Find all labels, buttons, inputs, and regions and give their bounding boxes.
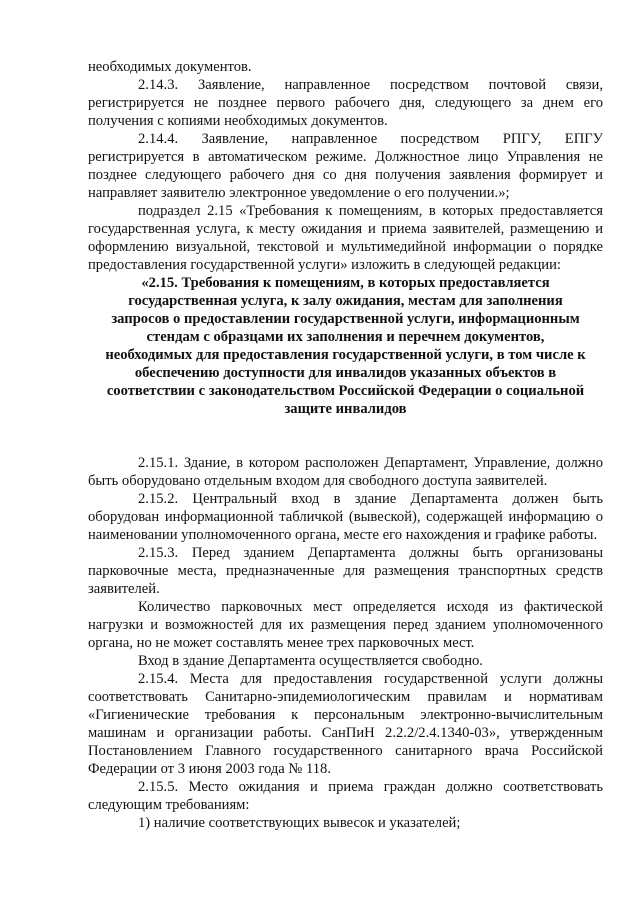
- paragraph-2-15-3: 2.15.3. Перед зданием Департамента должны быть организованы парковочные места, предназначенные для размещения транспортных средств заявителей.: [88, 545, 603, 597]
- paragraph-2-14-3: 2.14.3. Заявление, направленное посредством почтовой связи, регистрируется не позднее первого рабочего дня, следующего за днем его получения с копиями необходимых документов.: [88, 77, 603, 129]
- section-heading-2-15: «2.15. Требования к помещениям, в которых предоставляется государственная услуга, к залу ожидания, местам для заполнения запросов о предоставлении государственной услуги, информационным стендам с образцами их заполнения и перечнем документов, необходимых для предоставления государственной услуги, в том числе к обеспечению доступности для инвалидов указанных объектов в соответствии с законодательством Российской Федерации о социальной защите инвалидов: [105, 275, 586, 417]
- paragraph-entrance: Вход в здание Департамента осуществляется свободно.: [138, 653, 483, 669]
- paragraph-parking-count: Количество парковочных мест определяется исходя из фактической нагрузки и возможностей для их размещения перед зданием уполномоченного органа, но не может составлять менее трех парковочных мест.: [88, 599, 603, 651]
- paragraph-2-14-4: 2.14.4. Заявление, направленное посредством РПГУ, ЕПГУ регистрируется в автоматическом режиме. Должностное лицо Управления не позднее следующего рабочего дня со дня получения заявления формирует и направляет заявителю электронное уведомление о его получении.»;: [88, 131, 603, 201]
- paragraph-continuation: необходимых документов.: [88, 59, 252, 75]
- paragraph-2-15-2: 2.15.2. Центральный вход в здание Департамента должен быть оборудован информационной табличкой (вывеской), содержащей информацию о наименовании уполномоченного органа, месте его нахождения и графике работы.: [88, 491, 603, 543]
- list-item-1: 1) наличие соответствующих вывесок и указателей;: [138, 815, 461, 831]
- paragraph-2-15-4: 2.15.4. Места для предоставления государственной услуги должны соответствовать Санитарно-эпидемиологическим правилам и нормативам «Гигиенические требования к персональным электронно-вычислительным машинам и организации работы. СанПиН 2.2.2/2.4.1340-03», утвержденным Постановлением Главного государственного санитарного врача Российской Федерации от 3 июня 2003 года № 118.: [88, 671, 603, 777]
- spacer: [88, 418, 603, 454]
- document-page: [88, 58, 603, 832]
- paragraph-subsection-2-15-intro: подраздел 2.15 «Требования к помещениям, в которых предоставляется государственная услуга, к месту ожидания и приема заявителей, размещению и оформлению визуальной, текстовой и мультимедийной информации о порядке предоставления государственной услуги» изложить в следующей редакции:: [88, 203, 603, 273]
- paragraph-2-15-5: 2.15.5. Место ожидания и приема граждан должно соответствовать следующим требованиям:: [88, 779, 603, 813]
- paragraph-2-15-1: 2.15.1. Здание, в котором расположен Департамент, Управление, должно быть оборудовано отдельным входом для свободного доступа заявителей.: [88, 455, 603, 489]
